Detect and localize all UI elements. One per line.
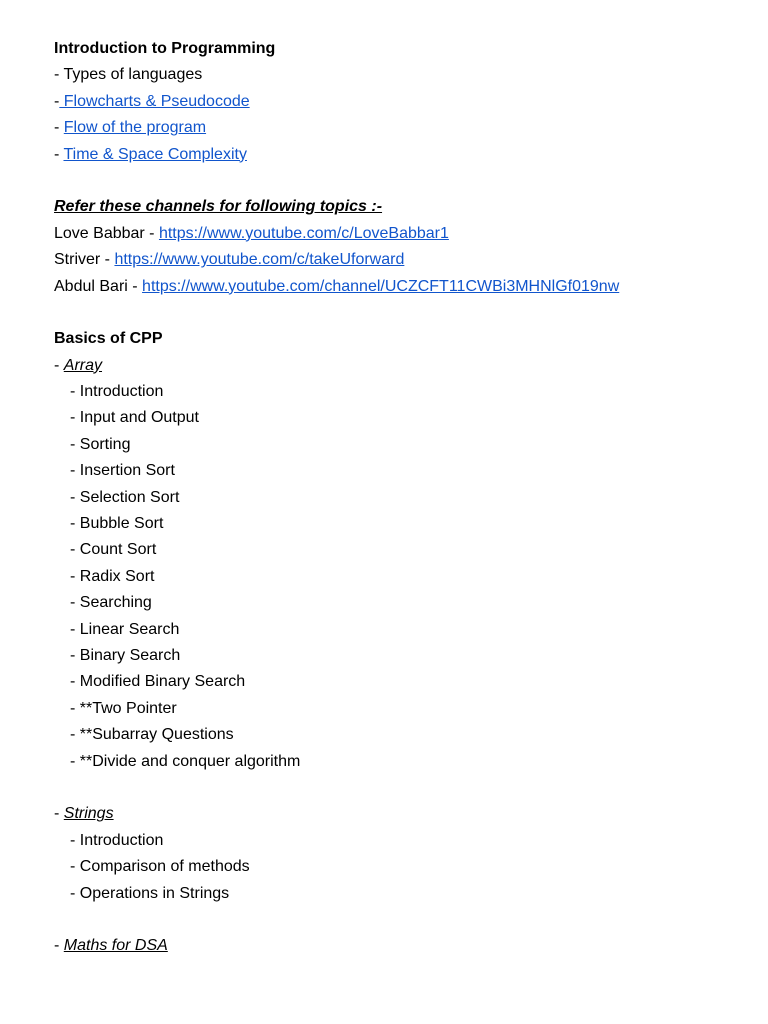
bullet: -	[54, 356, 64, 374]
subtopic-item: - Comparison of methods	[70, 858, 250, 876]
subtopic-item: - Radix Sort	[70, 567, 155, 585]
subtopic-item: - Linear Search	[70, 620, 180, 638]
channel-row	[54, 249, 754, 275]
bullet: -	[54, 92, 60, 110]
document-body	[54, 38, 754, 962]
subtopic-item: - Selection Sort	[70, 488, 180, 506]
channel-row	[54, 276, 754, 302]
subtopic-item: - Operations in Strings	[70, 884, 230, 902]
array-title: Array	[63, 356, 103, 374]
subtopic-item: - Count Sort	[70, 541, 157, 559]
channel-link-abdul-bari[interactable]: https://www.youtube.com/channel/UCZCFT11CWBi3MHNlGf019nw	[142, 277, 620, 295]
topic-heading-strings	[54, 803, 754, 829]
list-item	[54, 117, 754, 143]
list-item: - Types of languages	[54, 66, 203, 84]
section-heading-cpp: Basics of CPP	[54, 330, 163, 348]
subtopic-item: - Insertion Sort	[70, 462, 175, 480]
section-heading-channels: Refer these channels for following topics :-	[54, 198, 383, 216]
subtopic-item: - Bubble Sort	[70, 515, 164, 533]
strings-title: Strings	[63, 805, 114, 823]
subtopic-item: - **Subarray Questions	[70, 726, 234, 744]
flowcharts-link[interactable]: Flowcharts & Pseudocode	[59, 92, 250, 110]
time-space-complexity-link[interactable]: Time & Space Complexity	[63, 145, 247, 163]
subtopic-item: - Input and Output	[70, 409, 199, 427]
channel-name: Striver -	[54, 251, 115, 269]
topic-heading-maths	[54, 935, 754, 961]
bullet: -	[54, 145, 64, 163]
bullet: -	[54, 805, 64, 823]
subtopic-item: - Searching	[70, 594, 152, 612]
section-heading-intro: Introduction to Programming	[54, 40, 276, 57]
bullet: -	[54, 119, 64, 137]
flow-of-program-link[interactable]: Flow of the program	[63, 119, 207, 137]
subtopic-item: - Binary Search	[70, 646, 181, 664]
spacer	[54, 302, 754, 328]
channel-name: Love Babbar -	[54, 224, 159, 242]
subtopic-item: - Sorting	[70, 435, 131, 453]
topic-heading-array	[54, 355, 754, 381]
channel-link-striver[interactable]: https://www.youtube.com/c/takeUforward	[114, 251, 405, 269]
subtopic-item: - Introduction	[70, 383, 164, 401]
list-item	[54, 91, 754, 117]
subtopic-item: - Modified Binary Search	[70, 673, 246, 691]
channel-link-love-babbar[interactable]: https://www.youtube.com/c/LoveBabbar1	[158, 224, 449, 242]
spacer	[54, 777, 754, 803]
spacer	[54, 170, 754, 196]
list-item	[54, 144, 754, 170]
channel-name: Abdul Bari -	[54, 277, 143, 295]
subtopic-item: - **Divide and conquer algorithm	[70, 752, 301, 770]
subtopic-item: - Introduction	[70, 831, 164, 849]
maths-title: Maths for DSA	[63, 937, 168, 955]
spacer	[54, 909, 754, 935]
bullet: -	[54, 937, 64, 955]
channel-row	[54, 223, 754, 249]
subtopic-item: - **Two Pointer	[70, 699, 177, 717]
